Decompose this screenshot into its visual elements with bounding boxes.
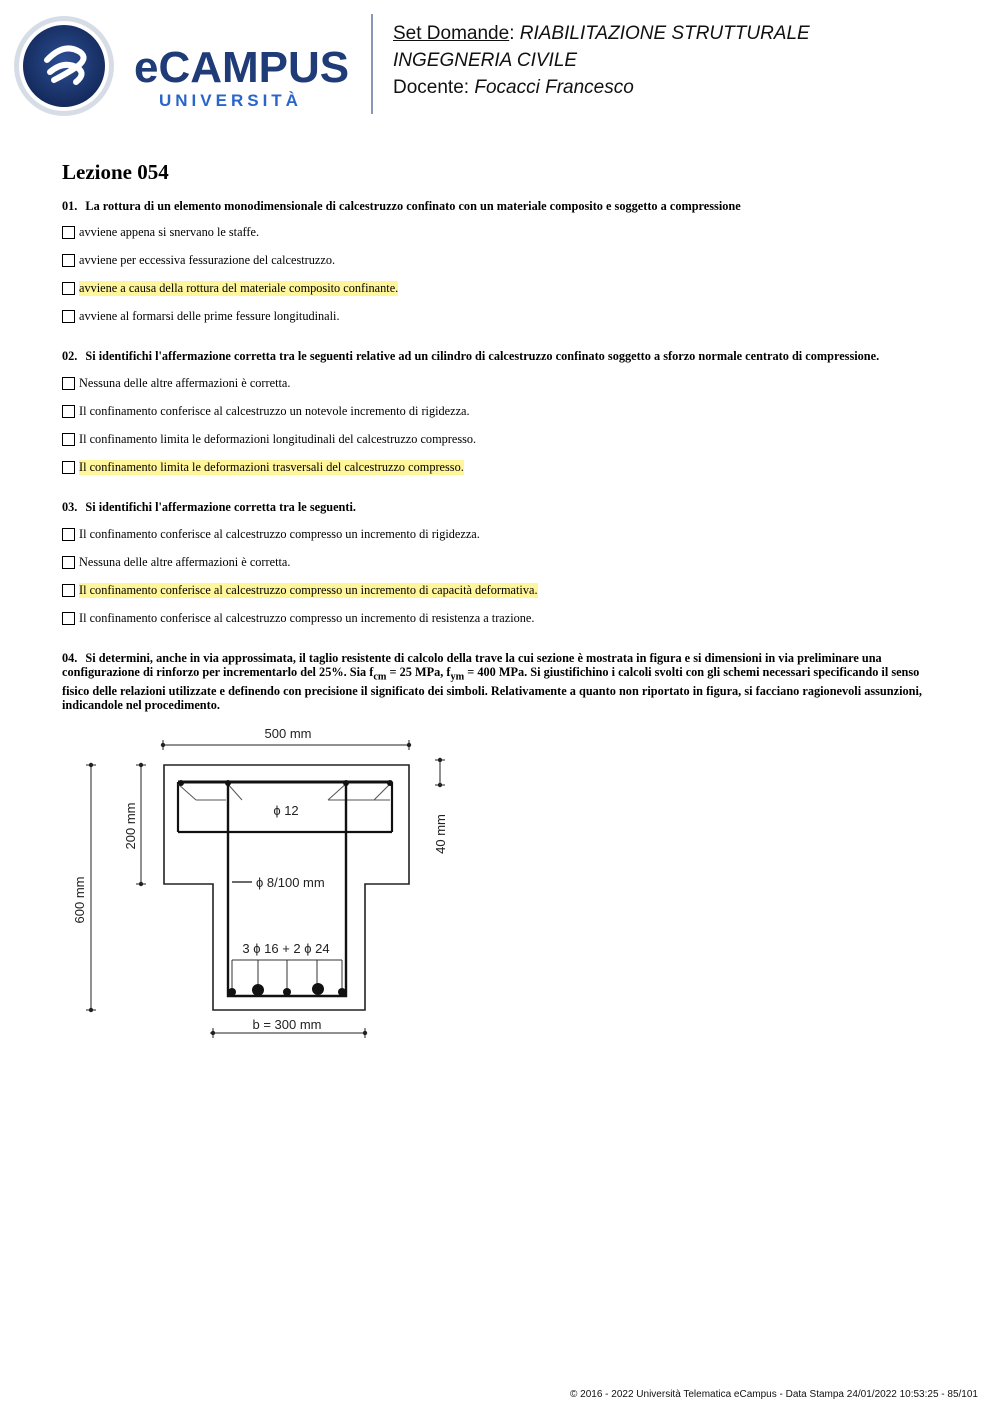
checkbox[interactable] bbox=[62, 528, 75, 541]
t-beam-section-figure bbox=[60, 720, 460, 1050]
label-top-bars: ϕ 12 bbox=[273, 803, 299, 818]
q01-option-4[interactable]: avviene al formarsi delle prime fessure longitudinali. bbox=[62, 308, 340, 324]
header-divider bbox=[371, 14, 373, 114]
checkbox[interactable] bbox=[62, 226, 75, 239]
q02-option-2[interactable]: Il confinamento conferisce al calcestruzzo un notevole incremento di rigidezza. bbox=[62, 403, 470, 419]
checkbox[interactable] bbox=[62, 377, 75, 390]
checkbox[interactable] bbox=[62, 405, 75, 418]
logo-subtext: UNIVERSITÀ bbox=[159, 91, 302, 110]
logo-wordmark: eCAMPUS bbox=[134, 43, 350, 92]
lesson-title: Lezione 054 bbox=[62, 160, 169, 184]
q03-option-3[interactable] bbox=[62, 582, 538, 598]
dim-top-width: 500 mm bbox=[264, 726, 312, 741]
q02-option-3[interactable]: Il confinamento limita le deformazioni longitudinali del calcestruzzo compresso. bbox=[62, 431, 476, 447]
teacher-name: Focacci Francesco bbox=[474, 77, 634, 98]
page-footer: © 2016 - 2022 Università Telematica eCampus - Data Stampa 24/01/2022 10:53:25 - 85/101 bbox=[570, 1389, 978, 1400]
q03-option-2[interactable]: Nessuna delle altre affermazioni è corretta. bbox=[62, 554, 290, 570]
dim-web-width: b = 300 mm bbox=[252, 1017, 322, 1032]
checkbox[interactable] bbox=[62, 310, 75, 323]
label-bottom-bars: 3 ϕ 16 + 2 ϕ 24 bbox=[242, 941, 330, 956]
dim-cover: 40 mm bbox=[433, 814, 448, 854]
course-title: RIABILITAZIONE STRUTTURALE bbox=[519, 23, 810, 44]
dim-height: 600 mm bbox=[72, 876, 87, 924]
question-04: 04. Si determini, anche in via approssimata, il taglio resistente di calcolo della trave la cui sezione è mostrata in figura e si dimensioni in via preliminare una configurazione di rinforzo per incrementarlo del 25%. Sia $f_{cm} = 25$ MPa, $f_{ym} = 400$ MPa. Si giustifichino i calcoli svolti con gli schemi necessari specificando il senso fisico delle relazioni utilizzate e definendo con precisione il significato dei simboli. Relativamente a quanto non riportato in figura, si facciano ragionevoli assunzioni, indicandole nel procedimento. bbox=[62, 651, 922, 713]
ecampus-logo bbox=[14, 14, 359, 120]
q01-option-3[interactable] bbox=[62, 280, 398, 296]
q02-option-1[interactable]: Nessuna delle altre affermazioni è corretta. bbox=[62, 375, 290, 391]
checkbox[interactable] bbox=[62, 461, 75, 474]
highlighted-answer: Il confinamento limita le deformazioni trasversali del calcestruzzo compresso. bbox=[79, 459, 464, 474]
q03-option-1[interactable]: Il confinamento conferisce al calcestruzzo compresso un incremento di rigidezza. bbox=[62, 526, 480, 542]
set-label: Set Domande bbox=[393, 23, 510, 44]
question-01: 01. La rottura di un elemento monodimensionale di calcestruzzo confinato con un materiale composito e soggetto a compressione bbox=[62, 199, 741, 213]
header-info: Set Domande: RIABILITAZIONE STRUTTURALE INGEGNERIA CIVILE Docente: Focacci Francesco bbox=[393, 23, 810, 98]
checkbox[interactable] bbox=[62, 254, 75, 267]
checkbox[interactable] bbox=[62, 433, 75, 446]
label-stirrups: ϕ 8/100 mm bbox=[256, 875, 325, 890]
teacher-label: Docente bbox=[393, 77, 464, 98]
q02-option-4[interactable] bbox=[62, 459, 464, 475]
question-02: 02. Si identifichi l'affermazione corretta tra le seguenti relative ad un cilindro di calcestruzzo confinato soggetto a sforzo normale centrato di compressione. bbox=[62, 349, 880, 363]
course-subtitle: INGEGNERIA CIVILE bbox=[393, 50, 578, 71]
checkbox[interactable] bbox=[62, 556, 75, 569]
checkbox[interactable] bbox=[62, 282, 75, 295]
highlighted-answer: Il confinamento conferisce al calcestruzzo compresso un incremento di capacità deformativa. bbox=[79, 582, 538, 597]
dim-flange-height: 200 mm bbox=[123, 802, 138, 850]
checkbox[interactable] bbox=[62, 612, 75, 625]
q01-option-2[interactable]: avviene per eccessiva fessurazione del calcestruzzo. bbox=[62, 252, 335, 268]
q01-option-1[interactable]: avviene appena si snervano le staffe. bbox=[62, 224, 259, 240]
checkbox[interactable] bbox=[62, 584, 75, 597]
q03-option-4[interactable]: Il confinamento conferisce al calcestruzzo compresso un incremento di resistenza a trazione. bbox=[62, 610, 534, 626]
highlighted-answer: avviene a causa della rottura del materiale composito confinante. bbox=[79, 280, 399, 295]
question-03: 03. Si identifichi l'affermazione corretta tra le seguenti. bbox=[62, 500, 356, 514]
